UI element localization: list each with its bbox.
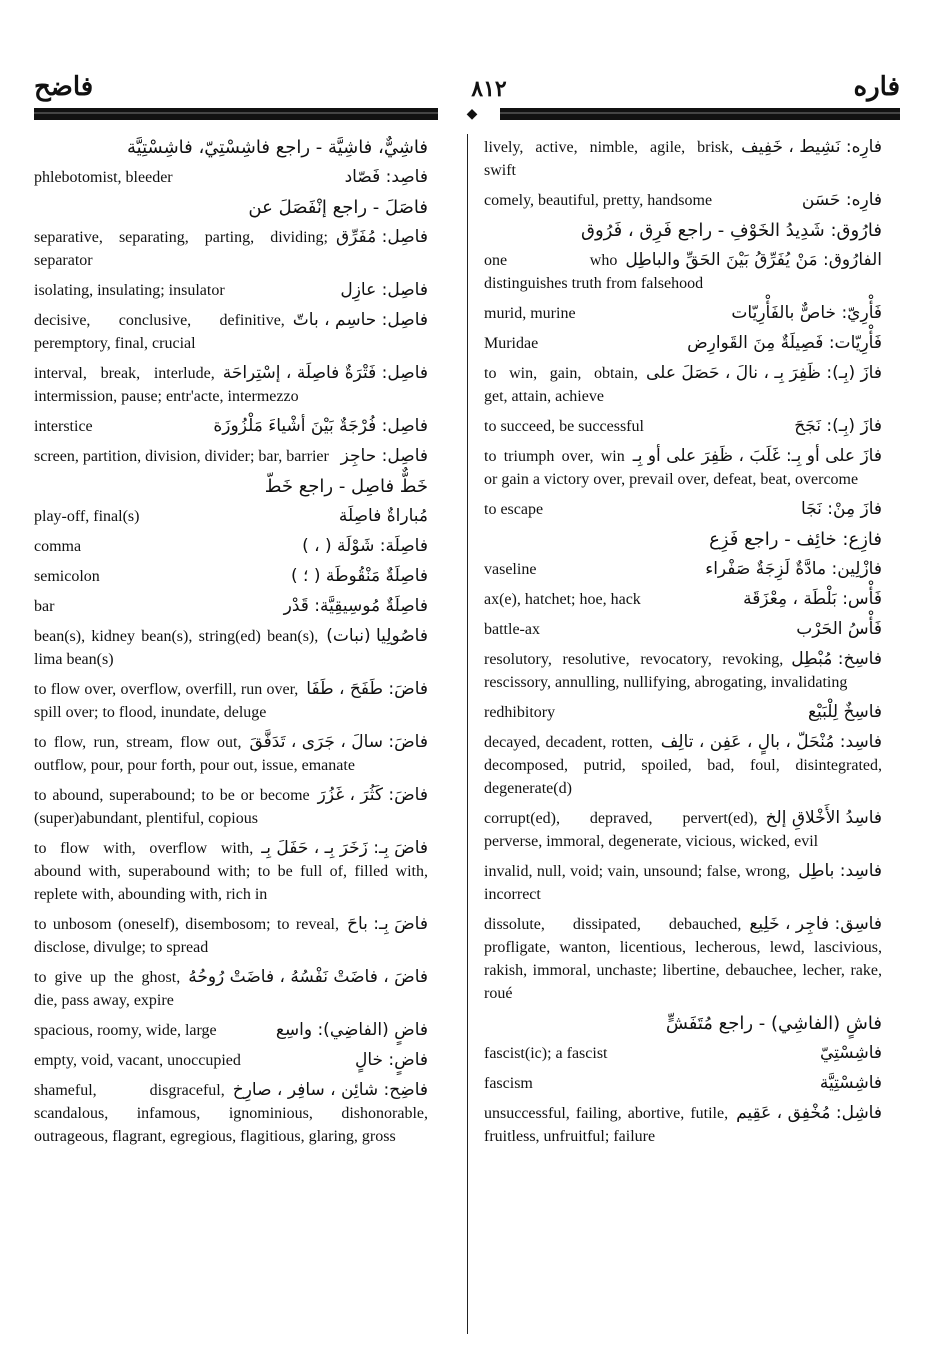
entry-definition-english: resolutory, resolutive, revocatory, revoking, rescissory, annulling, nullifying, abrogating, invalidating bbox=[484, 651, 848, 691]
entry-definition-english: Muridae bbox=[484, 335, 539, 352]
dictionary-entry bbox=[484, 136, 882, 182]
entry-definition-english: decayed, decadent, rotten, decomposed, putrid, spoiled, bad, foul, disintegrated, degenerate(d) bbox=[484, 734, 882, 797]
column-divider bbox=[467, 134, 468, 1334]
entry-definition-english: shameful, disgraceful, scandalous, infamous, ignominious, dishonorable, outrageous, flagrant, egregious, flagitious, glaring, gross bbox=[34, 1082, 428, 1145]
dictionary-entry bbox=[484, 528, 882, 551]
entry-headword-arabic: فاسِخٌ لِلْبَيْع bbox=[807, 702, 882, 722]
dictionary-entry bbox=[34, 1079, 428, 1148]
entry-headword-arabic: فازَ على أو بِـ: غَلَبَ ، ظَفِرَ على أو بِـ bbox=[632, 446, 882, 466]
right-column bbox=[484, 136, 882, 1155]
dictionary-entry bbox=[484, 807, 882, 853]
dictionary-entry bbox=[34, 837, 428, 906]
entry-headword-arabic: فَأْسُ الحَرْب bbox=[796, 619, 882, 639]
dictionary-entry bbox=[34, 309, 428, 355]
dictionary-entry bbox=[484, 219, 882, 242]
dictionary-entry bbox=[484, 189, 882, 212]
dictionary-entry bbox=[34, 535, 428, 558]
entry-headword-arabic: فاشٍ (الفاشِي) - راجع مُتَفَشٍّ bbox=[665, 1013, 882, 1034]
entry-definition-english: to flow, run, stream, flow out, outflow, pour, pour forth, pour out, issue, emanate bbox=[34, 734, 355, 774]
dictionary-entry bbox=[34, 505, 428, 528]
dictionary-entry bbox=[484, 302, 882, 325]
entry-definition-english: isolating, insulating; insulator bbox=[34, 282, 225, 299]
entry-definition-english: to escape bbox=[484, 501, 544, 518]
dictionary-entry bbox=[484, 648, 882, 694]
entry-headword-arabic: فاصِلَةٌ مُوسِيقِيَّة: قَدْر bbox=[283, 596, 428, 616]
dictionary-entry bbox=[484, 701, 882, 724]
entry-headword-arabic: فاصَلَ - راجع إنْفَصَلَ عن bbox=[248, 197, 428, 218]
entry-headword-arabic: فارُوق: شَدِيدُ الخَوْفِ - راجع فَرِق ، فَرُوق bbox=[580, 220, 882, 241]
entry-headword-arabic: فاصِل: عازِل bbox=[340, 280, 428, 300]
entry-definition-english: to succeed, be successful bbox=[484, 418, 644, 435]
dictionary-entry bbox=[34, 565, 428, 588]
page-header bbox=[34, 72, 900, 122]
entry-definition-english: comely, beautiful, pretty, handsome bbox=[484, 192, 713, 209]
dictionary-entry bbox=[484, 498, 882, 521]
entry-headword-arabic: فاشِل: مُخْفِق ، عَقِيم bbox=[736, 1103, 882, 1123]
entry-headword-arabic: فازْلِين: مادَّةٌ لَزِجَةٌ صَفْراء bbox=[705, 559, 882, 579]
entry-headword-arabic: فاضَ: سالَ ، جَرَى ، تَدَفَّقَ bbox=[249, 732, 428, 752]
dictionary-entry bbox=[34, 196, 428, 219]
entry-headword-arabic: فاضٍ: خالٍ bbox=[354, 1050, 428, 1070]
dictionary-entry bbox=[484, 415, 882, 438]
entry-headword-arabic: فَأْرِيّات: فَصِيلَةٌ مِنَ القَوارِض bbox=[687, 333, 882, 353]
page-number: ٨١٢ bbox=[471, 76, 507, 101]
dictionary-entry bbox=[34, 226, 428, 272]
ornament-icon: ◆ bbox=[466, 107, 478, 122]
dictionary-entry bbox=[34, 625, 428, 671]
entry-headword-arabic: فاصِل: حاجِز bbox=[340, 446, 428, 466]
header-rule-left bbox=[34, 108, 438, 120]
entry-headword-arabic: الفارُوق: مَنْ يُفَرِّقُ بَيْنَ الحَقِّ والباطِل bbox=[625, 250, 882, 270]
entry-definition-english: battle-ax bbox=[484, 621, 540, 638]
entry-headword-arabic: فاضَ بِـ: باحَ bbox=[347, 914, 428, 934]
dictionary-entry bbox=[34, 1019, 428, 1042]
dictionary-entry bbox=[484, 588, 882, 611]
entry-headword-arabic: فازَ مِنْ: نَجَا bbox=[801, 499, 882, 519]
entry-headword-arabic: فاصِل: فَتْرَةٌ فاصِلَة ، إسْتِراحَة bbox=[222, 363, 428, 383]
left-column bbox=[34, 136, 428, 1155]
dictionary-entry bbox=[484, 445, 882, 491]
entry-headword-arabic: فاسِد: باطِل bbox=[798, 861, 882, 881]
entry-headword-arabic: فاصِل: فُرْجَةٌ بَيْنَ أشْياءَ مَلْزُوزَة bbox=[213, 416, 428, 436]
entry-definition-english: to flow with, overflow with, abound with, superabound with; to be full of, filled with, replete with, abounding with, rich in bbox=[34, 840, 428, 903]
entry-headword-arabic: فارِه: حَسَن bbox=[801, 190, 882, 210]
dictionary-entry bbox=[34, 415, 428, 438]
dictionary-entry bbox=[34, 136, 428, 159]
dictionary-entry bbox=[34, 445, 428, 468]
entry-definition-english: interval, break, interlude, intermission, pause; entr'acte, intermezzo bbox=[34, 365, 299, 405]
dictionary-entry bbox=[484, 362, 882, 408]
entry-definition-english: screen, partition, division, divider; bar, barrier bbox=[34, 448, 329, 465]
entry-headword-arabic: فاضَ: طَفَحَ ، طَفَا bbox=[306, 679, 428, 699]
entry-headword-arabic: فاصِل: حاسِم ، باتّ bbox=[292, 310, 428, 330]
entry-headword-arabic: فاصِلَة: شَوْلَة ( ، ) bbox=[302, 536, 428, 556]
entry-headword-arabic: فاسِخ: مُبْطِل bbox=[791, 649, 882, 669]
entry-headword-arabic: فاضَ بِـ: زَخَرَ بِـ ، حَفَلَ بِـ bbox=[261, 838, 428, 858]
dictionary-entry bbox=[484, 1012, 882, 1035]
entry-definition-english: invalid, null, void; vain, unsound; false, wrong, incorrect bbox=[484, 863, 791, 903]
guide-word-left: فاضح bbox=[34, 72, 94, 101]
entry-headword-arabic: فاسِدُ الأَخْلاقِ إلخ bbox=[765, 808, 882, 828]
entry-definition-english: to triumph over, win or gain a victory over, prevail over, defeat, beat, overcome bbox=[484, 448, 859, 488]
entry-headword-arabic: فاصِد: فَصّاد bbox=[344, 167, 428, 187]
entry-definition-english: play-off, final(s) bbox=[34, 508, 140, 525]
entry-definition-english: comma bbox=[34, 538, 82, 555]
entry-definition-english: dissolute, dissipated, debauched, profligate, wanton, licentious, lecherous, lewd, lascivious, rakish, immoral, unchaste; libertine, debauchee, lecher, rake, roué bbox=[484, 916, 882, 1002]
dictionary-entry bbox=[484, 1102, 882, 1148]
entry-headword-arabic: فاسِد: مُنْحَلّ ، بالٍ ، عَفِن ، تالِف bbox=[660, 732, 882, 752]
entry-definition-english: spacious, roomy, wide, large bbox=[34, 1022, 217, 1039]
entry-definition-english: to unbosom (oneself), disembosom; to reveal, disclose, divulge; to spread bbox=[34, 916, 339, 956]
dictionary-entry bbox=[34, 966, 428, 1012]
entry-headword-arabic: فازَ (بِـ): ظَفِرَ بِـ ، نالَ ، حَصَلَ على bbox=[646, 363, 882, 383]
dictionary-entry bbox=[484, 618, 882, 641]
entry-definition-english: redhibitory bbox=[484, 704, 556, 721]
dictionary-entry bbox=[34, 678, 428, 724]
entry-definition-english: decisive, conclusive, definitive, peremptory, final, crucial bbox=[34, 312, 285, 352]
entry-headword-arabic: فازِع: خائِف - راجع فَزِع bbox=[709, 529, 882, 550]
dictionary-entry bbox=[34, 1049, 428, 1072]
entry-headword-arabic: فَأْرِيّ: خاصٌّ بالفَأْرِيّات bbox=[731, 303, 882, 323]
entry-definition-english: lively, active, nimble, agile, brisk, swift bbox=[484, 139, 734, 179]
entry-headword-arabic: فازَ (بِـ): نَجَحَ bbox=[794, 416, 882, 436]
entry-definition-english: fascist(ic); a fascist bbox=[484, 1045, 608, 1062]
entry-definition-english: one who distinguishes truth from falsehood bbox=[484, 252, 704, 292]
dictionary-entry bbox=[484, 558, 882, 581]
guide-word-right: فاره bbox=[853, 72, 900, 101]
entry-headword-arabic: فاضَ: كَثُرَ ، غَزُرَ bbox=[317, 785, 428, 805]
entry-definition-english: to flow over, overflow, overfill, run over, spill over; to flood, inundate, deluge bbox=[34, 681, 299, 721]
entry-definition-english: to abound, superabound; to be or become (super)abundant, plentiful, copious bbox=[34, 787, 310, 827]
dictionary-entry bbox=[484, 332, 882, 355]
entry-definition-english: to give up the ghost, die, pass away, expire bbox=[34, 969, 181, 1009]
dictionary-entry bbox=[34, 279, 428, 302]
dictionary-entry bbox=[484, 913, 882, 1005]
entry-headword-arabic: فَأْس: بَلْطَة ، مِعْزَقَة bbox=[743, 589, 882, 609]
entry-headword-arabic: فاصِل: مُفَرِّق bbox=[335, 227, 428, 247]
dictionary-entry bbox=[34, 913, 428, 959]
entry-headword-arabic: فاصِلَةٌ مَنْقُوطَة ( ؛ ) bbox=[290, 566, 428, 586]
entry-headword-arabic: فاصُولِيا (نبات) bbox=[326, 626, 428, 646]
entry-headword-arabic: خَطٌّ فاصِل - راجع خَطّ bbox=[264, 476, 428, 497]
header-rule-right bbox=[500, 108, 900, 120]
dictionary-entry bbox=[484, 1072, 882, 1095]
dictionary-entry bbox=[34, 475, 428, 498]
entry-definition-english: murid, murine bbox=[484, 305, 576, 322]
entry-definition-english: empty, void, vacant, unoccupied bbox=[34, 1052, 241, 1069]
entry-definition-english: unsuccessful, failing, abortive, futile, fruitless, unfruitful; failure bbox=[484, 1105, 729, 1145]
dictionary-entry bbox=[484, 1042, 882, 1065]
entry-definition-english: fascism bbox=[484, 1075, 533, 1092]
entry-definition-english: semicolon bbox=[34, 568, 100, 585]
dictionary-entry bbox=[484, 860, 882, 906]
dictionary-entry bbox=[484, 731, 882, 800]
entry-headword-arabic: فارِه: نَشِيط ، خَفِيف bbox=[741, 137, 882, 157]
entry-headword-arabic: فاضٍ (الفاضِي): واسِع bbox=[275, 1020, 428, 1040]
dictionary-entry bbox=[34, 784, 428, 830]
entry-headword-arabic: مُباراةٌ فاصِلَة bbox=[338, 506, 428, 526]
entry-headword-arabic: فاشِسْتِيّ bbox=[819, 1043, 882, 1063]
entry-headword-arabic: فاشِسْتِيَّة bbox=[819, 1073, 882, 1093]
entry-definition-english: to win, gain, obtain, get, attain, achieve bbox=[484, 365, 639, 405]
entry-definition-english: interstice bbox=[34, 418, 93, 435]
dictionary-entry bbox=[34, 362, 428, 408]
dictionary-entry bbox=[34, 731, 428, 777]
entry-definition-english: vaseline bbox=[484, 561, 537, 578]
entry-definition-english: ax(e), hatchet; hoe, hack bbox=[484, 591, 641, 608]
entry-headword-arabic: فاضِح: شائِن ، سافِر ، صارِخ bbox=[232, 1080, 428, 1100]
entry-definition-english: separative, separating, parting, dividing; separator bbox=[34, 229, 328, 269]
entry-definition-english: corrupt(ed), depraved, pervert(ed), perverse, immoral, degenerate, vicious, wicked, evil bbox=[484, 810, 819, 850]
entry-definition-english: bar bbox=[34, 598, 55, 615]
entry-headword-arabic: فاسِق: فاجِر ، خَلِيع bbox=[749, 914, 882, 934]
entry-headword-arabic: فاشِيٌّ، فاشِيَّة - راجع فاشِسْتِيّ، فاشِسْتِيَّة bbox=[127, 137, 428, 158]
entry-definition-english: bean(s), kidney bean(s), string(ed) bean(s), lima bean(s) bbox=[34, 628, 319, 668]
entry-headword-arabic: فاضَ ، فاضَتْ نَفْسُهُ ، فاضَتْ رُوحُهُ bbox=[188, 967, 428, 987]
dictionary-entry bbox=[34, 595, 428, 618]
entry-definition-english: phlebotomist, bleeder bbox=[34, 169, 173, 186]
dictionary-entry bbox=[34, 166, 428, 189]
dictionary-entry bbox=[484, 249, 882, 295]
